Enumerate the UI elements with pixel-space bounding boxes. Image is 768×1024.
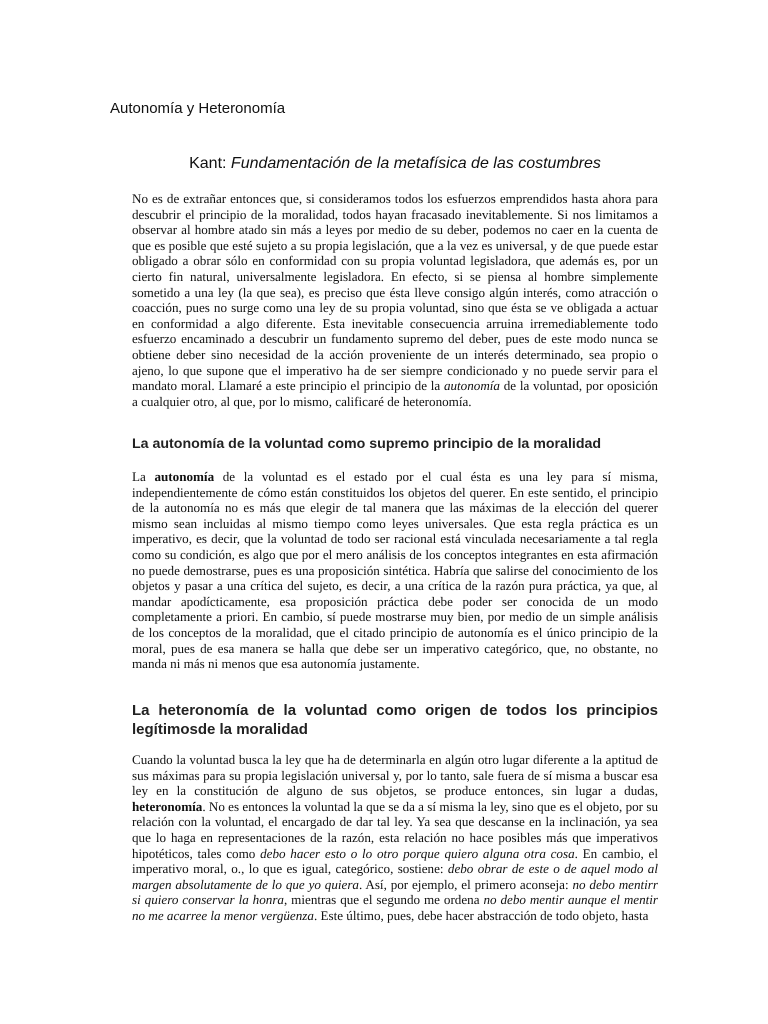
paragraph-3-text-a: Cuando la voluntad busca la ley que ha de determinarla en algún otro lugar diferente a la aptitud de sus máximas para su propia legislación universal y, por lo tanto, sale fuera de sí misma a buscar esa ley en la constitución de alguno de sus objetos, se produce entonces, sin lugar a dudas,: [132, 752, 658, 799]
paragraph-2-text-a: La: [132, 469, 155, 484]
paragraph-3-text-e: , mientras que el segundo me ordena: [283, 892, 484, 908]
paragraph-3-strong: heteronomía: [132, 798, 203, 814]
kant-heading: [132, 155, 658, 173]
paragraph-3: [132, 752, 658, 924]
paragraph-3-emphasis-3: no debo mentirr si quiero conservar la honra: [132, 876, 658, 908]
paragraph-2-strong: autonomía: [154, 469, 215, 484]
paragraph-1: [132, 191, 658, 409]
paragraph-2: [132, 469, 658, 672]
document-title: Autonomía y Heteronomía: [110, 100, 286, 117]
paragraph-1-emphasis: autonomía: [443, 378, 500, 394]
paragraph-3-emphasis-4: no debo mentir aunque el mentir no me acarree la menor vergüenza: [132, 892, 658, 923]
paragraph-1-text-b: de la voluntad, por oposición a cualquier otro, al que, por lo mismo, calificaré de heteronomía.: [132, 378, 658, 409]
paragraph-3-text-b: . No es entonces la voluntad la que se da a sí misma la ley, sino que es el objeto, por su relación con la voluntad, el encargado de dar tal ley. Ya sea que descanse en la inclinación, ya sea que lo haga en representaciones de la razón, esta relación no hace posibles más que imperativos hipotéticos, tales como: [132, 798, 658, 861]
paragraph-3-text-d: . Así, por ejemplo, el primero aconseja:: [358, 876, 573, 892]
paragraph-3-emphasis-2: debo obrar de este o de aquel modo al margen absolutamente de lo que yo quiera: [132, 861, 658, 892]
paragraph-1-text-a: No es de extrañar entonces que, si consideramos todos los esfuerzos emprendidos hasta ahora para descubrir el principio de la moralidad, todos hayan fracasado inevitablemente. Si nos limitamos a observar al hombre atado sin más a leyes por medio de su deber, podemos no caer en la cuenta de que es posible que esté sujeto a su propia legislación, que a la vez es universal, y de que puede estar obligado a obrar sólo en conformidad con su propia voluntad legisladora, que además es, por un cierto fin natural, universalmente legisladora. En efecto, si se piensa al hombre simplemente sometido a una ley (la que sea), es preciso que ésta lleve consigo algún interés, como atracción o coacción, pues no surge como una ley de su propia voluntad, sino que ésta se ve obligada a actuar en conformidad a algo diferente. Esta inevitable consecuencia arruina irremediablemente todo esfuerzo encaminado a descubrir un fundamento supremo del deber, pues de este modo nunca se obtiene deber sino necesidad de la acción proveniente de un interés determinado, sea propio o ajeno, lo que supone que el imperativo ha de ser siempre condicionado y no puede servir para el mandato moral. Llamaré a este principio el principio de la: [132, 191, 658, 394]
kant-heading-work: Fundamentación de la metafísica de las costumbres: [230, 155, 601, 172]
paragraph-3-emphasis-1: debo hacer esto o lo otro porque quiero alguna otra cosa: [260, 845, 575, 861]
paragraph-3-text-c: . En cambio, el imperativo moral, o., lo que es igual, categórico, sostiene:: [132, 845, 658, 877]
paragraph-2-text-b: de la voluntad es el estado por el cual ésta es una ley para sí misma, independientemente de cómo están constituidos los objetos del querer. En este sentido, el principio de la autonomía no es más que elegir de tal manera que las máximas de la elección del querer mismo sean incluidas al mismo tiempo como leyes universales. Que esta regla práctica es un imperativo, es decir, que la voluntad de todo ser racional está vinculada necesariamente a tal regla como su condición, es algo que por el mero análisis de los conceptos integrantes en esta afirmación no puede demostrarse, pues es una proposición sintética. Habría que salirse del conocimiento de los objetos y pasar a una crítica del sujeto, es decir, a una crítica de la razón pura práctica, ya que, al mandar apodícticamente, esa proposición práctica debe poder ser conocida de un modo completamente a priori. En cambio, sí puede mostrarse muy bien, por medio de un simple análisis de los conceptos de la moralidad, que el citado principio de autonomía es el único principio de la moral, pues de esa manera se halla que debe ser un imperativo categórico, que, no obstante, no manda ni más ni menos que esa autonomía justamente.: [132, 469, 658, 672]
section-2-heading: La heteronomía de la voluntad como origen de todos los principios legítimosde la moralidad: [132, 702, 658, 738]
section-1-heading: La autonomía de la voluntad como supremo principio de la moralidad: [132, 436, 602, 452]
kant-heading-author: Kant:: [189, 155, 227, 172]
paragraph-3-text-f: . Este último, pues, debe hacer abstracción de todo objeto, hasta: [313, 907, 649, 923]
